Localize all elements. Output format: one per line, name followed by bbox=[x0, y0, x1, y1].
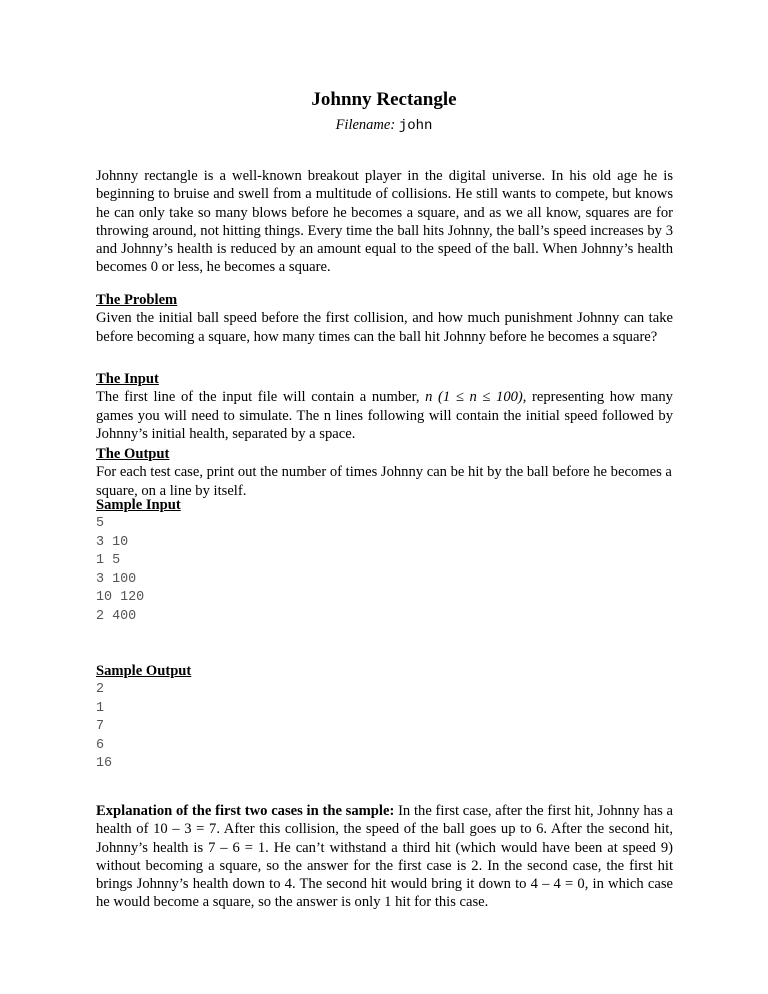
input-text-italic: n (1 ≤ n ≤ 100), bbox=[425, 389, 527, 406]
problem-heading: The Problem bbox=[96, 292, 178, 308]
filename-label: Filename: bbox=[335, 117, 396, 133]
sample-input-line: 10 120 bbox=[96, 590, 145, 605]
sample-input-line: 5 bbox=[96, 516, 105, 531]
intro-text: Johnny rectangle is a well-known breakout player in the digital universe. In his old age he is beginning to bruise and swell from a multitude of collisions. He still wants to compete, but knows he can only take so many blows before he becomes a square, and as we all know, squares are for throwing around, not hitting things. Every time the ball hits Johnny, the ball’s speed increases by 3 and Johnny’s health is reduced by an amount equal to the speed of the ball. When Johnny’s health becomes 0 or less, he becomes a square. bbox=[96, 168, 673, 276]
explanation-body: In the first case, after the first hit, Johnny has a health of 10 – 3 = 7. After this collision, the speed of the ball goes up to 6. After the second hit, Johnny’s health is 7 – 6 = 1. He can’t withstand a third hit (which would have been at speed 9) without becoming a square, so the answer for the first case is 2. In the second case, the first hit brings Johnny’s health down to 4. The second hit would bring it down to 4 – 4 = 0, in which case he would become a square, so the answer is only 1 hit for this case. bbox=[96, 803, 673, 911]
sample-input-block bbox=[96, 515, 144, 626]
output-section bbox=[96, 445, 673, 500]
sample-output-line: 2 bbox=[96, 682, 105, 697]
sample-output-line: 16 bbox=[96, 756, 113, 771]
sample-input-heading: Sample Input bbox=[96, 497, 181, 513]
sample-input-line: 3 10 bbox=[96, 534, 129, 550]
output-text: For each test case, print out the number of times Johnny can be hit by the ball before he becomes a square, on a line by itself. bbox=[96, 464, 672, 499]
filename-line bbox=[0, 116, 768, 135]
explanation-heading: Explanation of the first two cases in the sample: bbox=[96, 803, 395, 819]
filename-value: john bbox=[398, 118, 433, 134]
input-text-part1: The first line of the input file will contain a number, bbox=[96, 389, 426, 406]
sample-output-line: 6 bbox=[96, 737, 105, 753]
input-text-part2: representing how many games you will need to simulate. The n lines following will contain the initial speed followed by Johnny’s initial health, separated by a space. bbox=[96, 389, 673, 442]
sample-output-block bbox=[96, 681, 112, 774]
input-section bbox=[96, 370, 673, 443]
sample-output-heading: Sample Output bbox=[96, 663, 192, 679]
sample-output-heading-wrap bbox=[96, 662, 673, 680]
sample-input-heading-wrap bbox=[96, 496, 673, 514]
intro-paragraph bbox=[96, 167, 673, 277]
explanation-text bbox=[96, 802, 673, 912]
sample-input-line: 2 400 bbox=[96, 608, 137, 624]
sample-output-line: 1 bbox=[96, 700, 105, 716]
output-heading: The Output bbox=[96, 446, 170, 462]
problem-section bbox=[96, 291, 673, 346]
sample-input-line: 3 100 bbox=[96, 571, 137, 587]
sample-input-line: 1 5 bbox=[96, 553, 121, 568]
explanation-section bbox=[96, 802, 673, 912]
problem-title: Johnny Rectangle bbox=[311, 89, 457, 110]
sample-output-line: 7 bbox=[96, 719, 105, 734]
input-text bbox=[96, 388, 673, 443]
input-heading: The Input bbox=[96, 371, 159, 387]
problem-text: Given the initial ball speed before the first collision, and how much punishment Johnny can take before becoming a square, how many times can the ball hit Johnny before he becomes a square? bbox=[96, 310, 673, 345]
